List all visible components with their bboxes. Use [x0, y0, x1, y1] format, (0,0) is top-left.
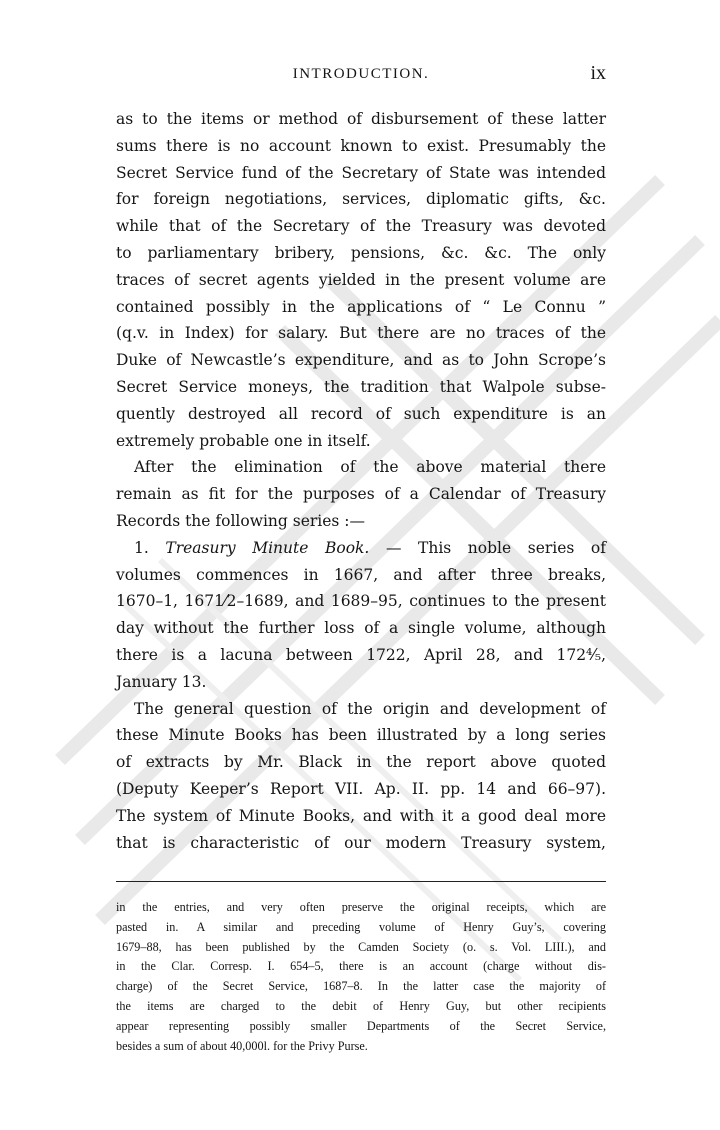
text-line: for foreign negotiations, services, diplomatic gifts, &c.: [116, 190, 606, 209]
footnote: [116, 898, 606, 1056]
footnote-line: 1679–88, has been published by the Camden Society (o. s. Vol. LIII.), and: [116, 939, 606, 954]
running-head: [116, 62, 606, 90]
running-title: INTRODUCTION.: [292, 66, 430, 82]
text-line-treasury-minute-book: [116, 535, 606, 562]
footnote-line: besides a sum of about 40,000l. for the Privy Purse.: [116, 1038, 368, 1053]
footnote-line: pasted in. A similar and preceding volume of Henry Guy’s, covering: [116, 919, 606, 934]
text-line: (q.v. in Index) for salary. But there are no traces of the: [116, 324, 606, 343]
text-line: there is a lacuna between 1722, April 28, and 172⁴⁄₅,: [116, 645, 606, 664]
text-line: these Minute Books has been illustrated by a long series: [116, 726, 606, 745]
text-line: quently destroyed all record of such expenditure is an: [116, 404, 606, 423]
section-heading-italic: Treasury Minute Book.: [165, 538, 370, 557]
text-line: After the elimination of the above material there: [134, 458, 606, 477]
footnote-line: in the Clar. Corresp. I. 654–5, there is an account (charge without dis-: [116, 959, 606, 974]
text-fragment: — This noble series of: [385, 538, 607, 557]
text-line: January 13.: [116, 672, 207, 691]
text-line: contained possibly in the applications of “ Le Connu ”: [116, 297, 606, 316]
text-line: as to the items or method of disbursement of these latter: [116, 110, 606, 128]
footnote-line: appear representing possibly smaller Departments of the Secret Service,: [116, 1018, 606, 1033]
text-line: 1670–1, 1671⁄2–1689, and 1689–95, continues to the present: [116, 592, 606, 611]
footnote-line: the items are charged to the debit of Henry Guy, but other recipients: [116, 998, 606, 1013]
footnote-line: charge) of the Secret Service, 1687–8. In the latter case the majority of: [116, 979, 606, 994]
main-text: [116, 106, 606, 856]
text-line: day without the further loss of a single volume, although: [116, 619, 606, 638]
text-line: (Deputy Keeper’s Report VII. Ap. II. pp. 14 and 66–97).: [116, 779, 606, 798]
footnote-line: in the entries, and very often preserve the original receipts, which are: [116, 900, 606, 914]
page-number: ix: [590, 62, 606, 84]
text-line: extremely probable one in itself.: [116, 431, 371, 450]
text-line: The system of Minute Books, and with it a good deal more: [116, 806, 606, 825]
text-line: Secret Service moneys, the tradition that Walpole subse-: [116, 377, 606, 396]
text-line: Duke of Newcastle’s expenditure, and as to John Scrope’s: [116, 351, 606, 370]
text-line: remain as fit for the purposes of a Calendar of Treasury: [116, 485, 606, 504]
list-number: 1.: [134, 538, 149, 557]
text-line: that is characteristic of our modern Treasury system,: [116, 833, 606, 852]
text-line: to parliamentary bribery, pensions, &c. &c. The only: [116, 243, 606, 262]
text-line: sums there is no account known to exist. Presumably the: [116, 136, 606, 155]
text-line: Records the following series :—: [116, 511, 366, 530]
text-line: while that of the Secretary of the Treasury was devoted: [116, 217, 606, 236]
text-line: volumes commences in 1667, and after three breaks,: [116, 565, 606, 584]
text-line: of extracts by Mr. Black in the report above quoted: [116, 753, 606, 772]
footnote-divider: [116, 881, 606, 882]
text-line: Secret Service fund of the Secretary of State was intended: [116, 163, 606, 182]
text-line: traces of secret agents yielded in the present volume are: [116, 270, 606, 289]
text-line: The general question of the origin and development of: [134, 699, 606, 718]
